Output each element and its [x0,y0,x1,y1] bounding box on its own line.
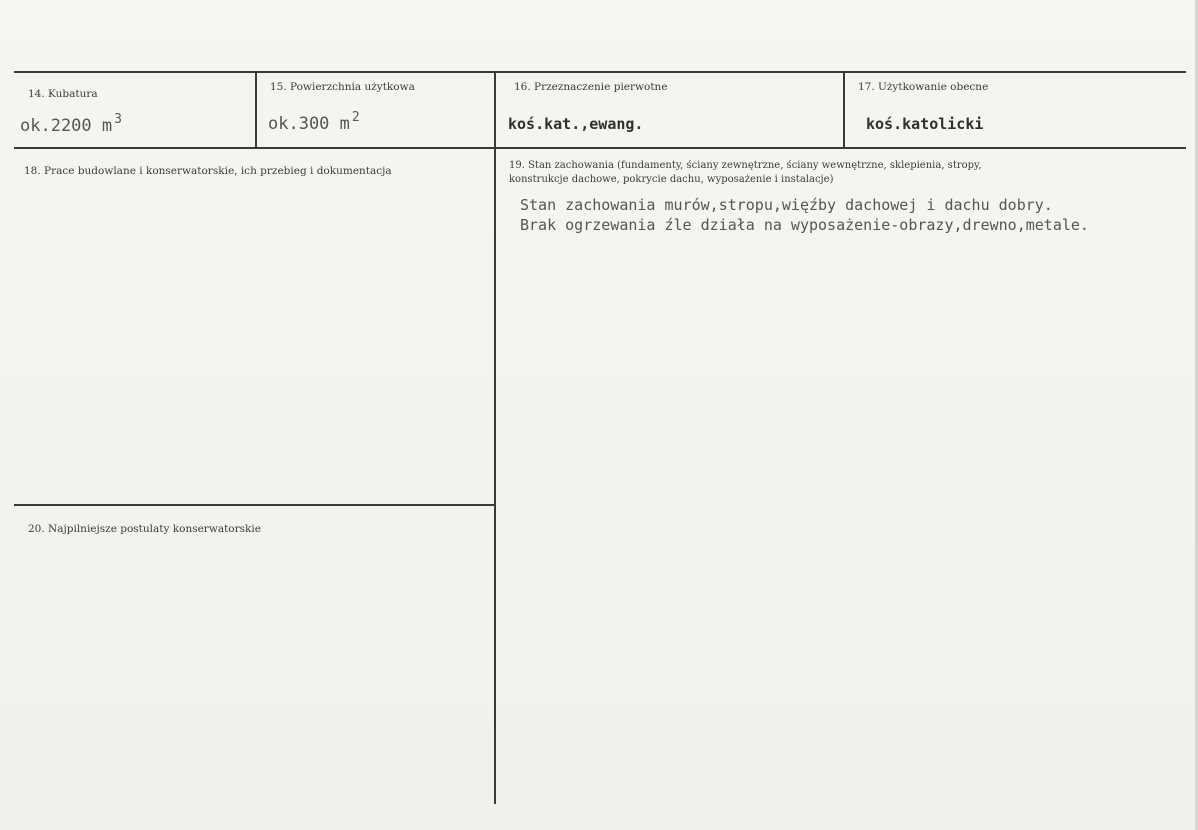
field-19-label-line-2: konstrukcje dachowe, pokrycie dachu, wyposażenie i instalacje) [509,174,834,185]
divider-15-16 [494,72,496,804]
field-14-label: 14. Kubatura [28,88,98,100]
field-17-value: koś.katolicki [866,115,984,133]
field-19-label-line-1: 19. Stan zachowania (fundamenty, ściany zewnętrzne, ściany wewnętrzne, sklepienia, stropy, [509,160,982,171]
section-18-20-divider [14,504,494,506]
divider-14-15 [255,72,257,148]
field-14-value [20,112,122,136]
field-16-value: koś.kat.,ewang. [508,115,644,133]
field-20-label: 20. Najpilniejsze postulaty konserwatorskie [28,523,261,535]
field-15-value-text: ok.300 m [268,114,350,134]
field-16-label: 16. Przeznaczenie pierwotne [514,81,668,93]
field-15-label: 15. Powierzchnia użytkowa [270,81,415,93]
field-19-text-line-1: Stan zachowania murów,stropu,więźby dachowej i dachu dobry. [520,196,1053,214]
top-border-line [14,71,1186,73]
field-15-unit-superscript: 2 [351,110,360,125]
field-19-text-line-2: Brak ogrzewania źle działa na wyposażenie-obrazy,drewno,metale. [520,216,1089,234]
field-14-value-text: ok.2200 m [20,116,113,136]
field-14-unit-superscript: 3 [114,112,122,127]
field-15-value [268,110,360,134]
field-17-label: 17. Użytkowanie obecne [858,81,989,93]
header-row-bottom-line [14,147,1186,149]
divider-16-17 [843,72,845,148]
field-18-label: 18. Prace budowlane i konserwatorskie, ich przebieg i dokumentacja [24,165,392,177]
